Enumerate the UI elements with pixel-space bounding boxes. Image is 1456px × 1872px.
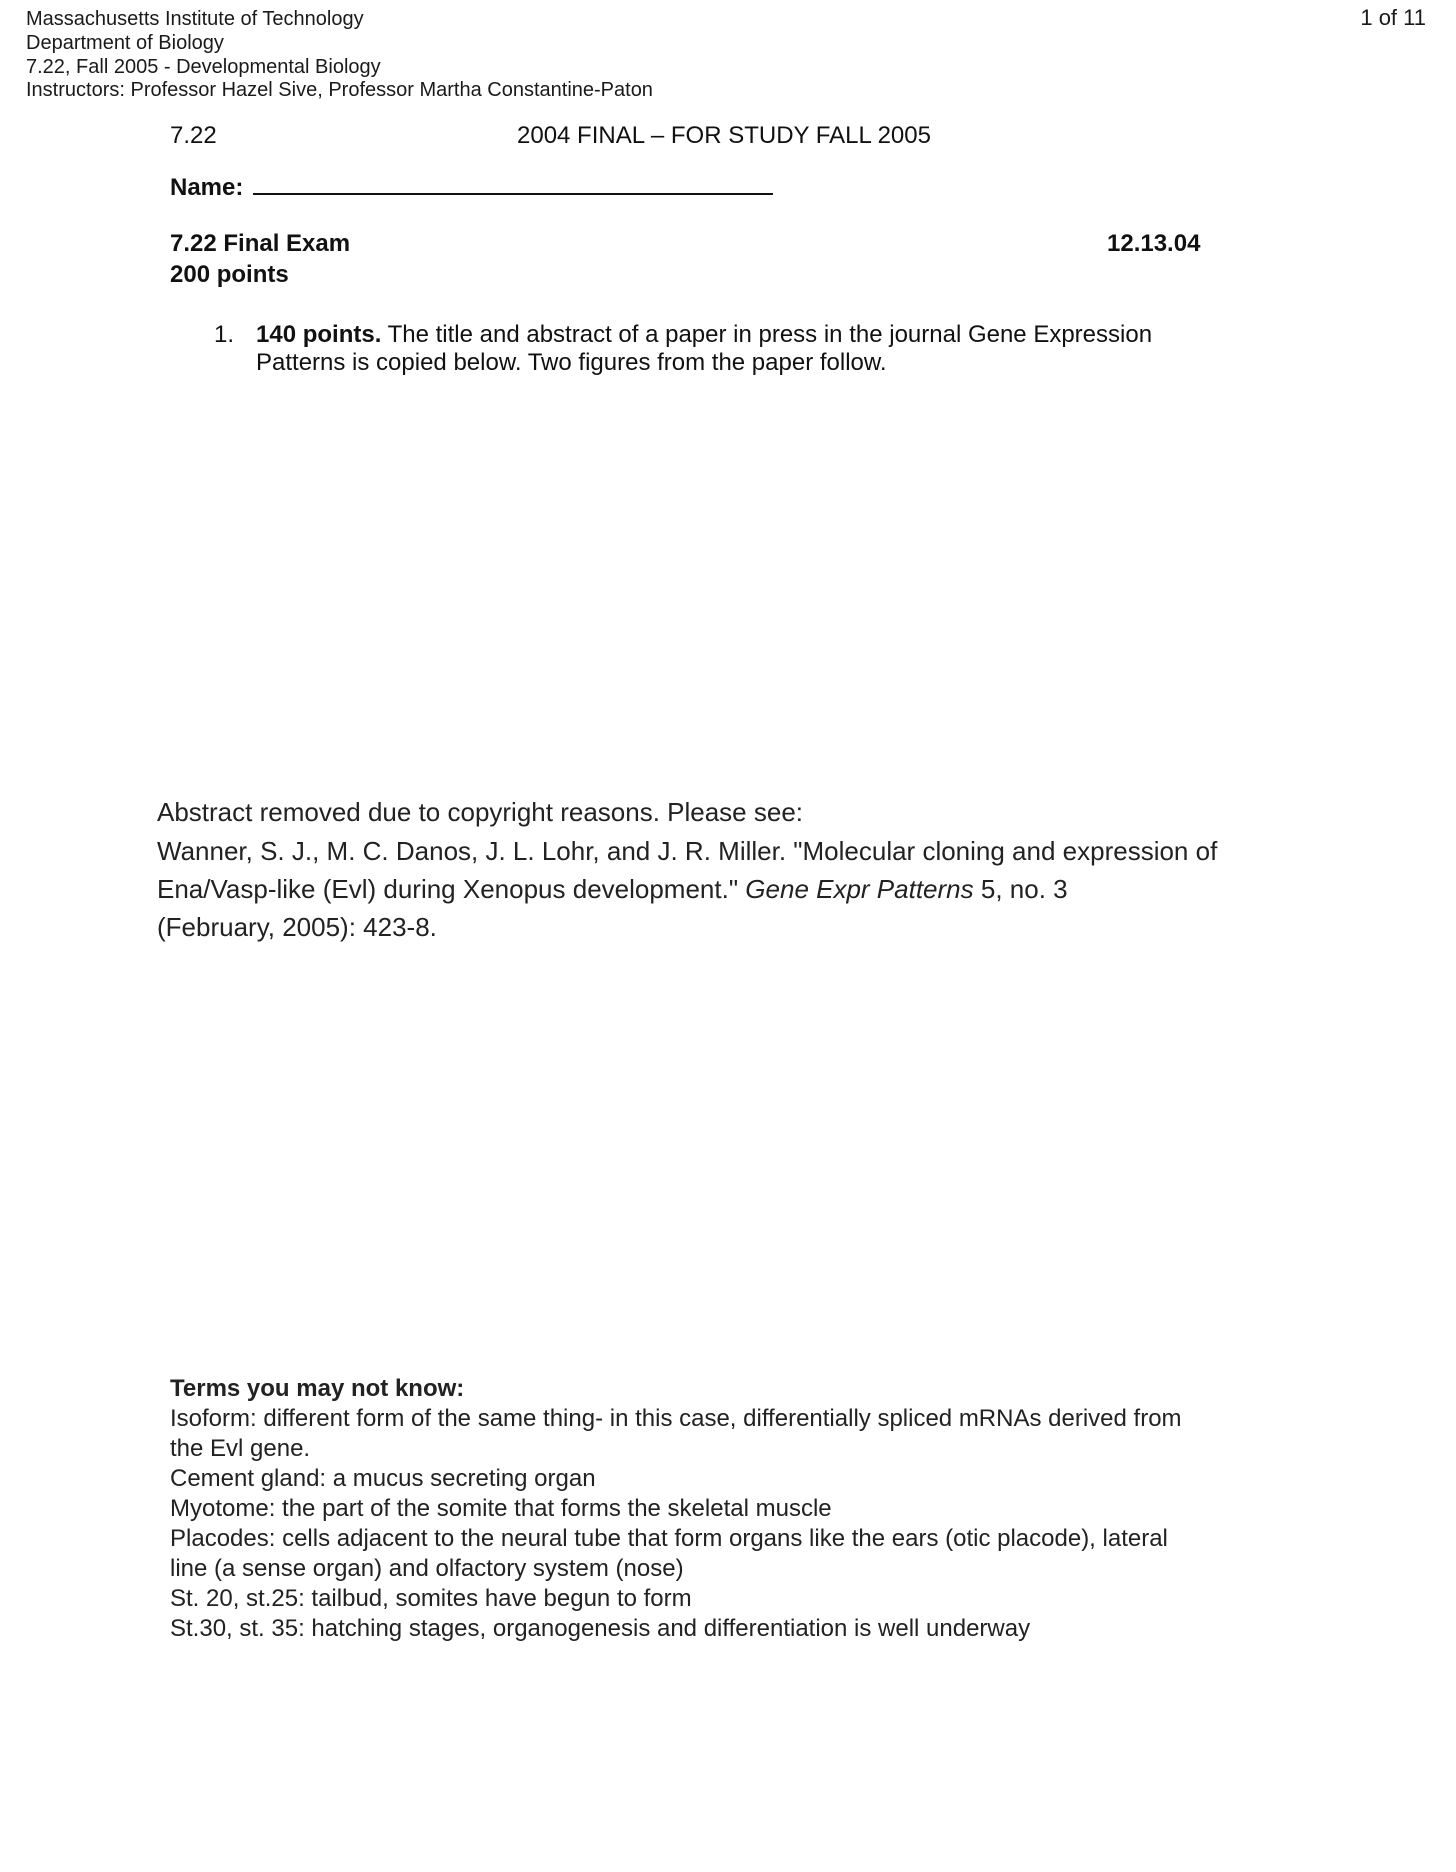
question-text-line2: Patterns is copied below. Two figures from the paper follow. xyxy=(256,349,887,376)
terms-heading: Terms you may not know: xyxy=(170,1375,465,1402)
institution-name: Massachusetts Institute of Technology xyxy=(26,8,364,30)
abstract-removed-notice: Abstract removed due to copyright reasons. Please see: xyxy=(157,797,804,827)
exam-name: 7.22 Final Exam xyxy=(170,230,351,257)
citation-line1: Wanner, S. J., M. C. Danos, J. L. Lohr, and J. R. Miller. "Molecular cloning and expression of xyxy=(157,836,1218,866)
course-title: 7.22, Fall 2005 - Developmental Biology xyxy=(26,56,381,78)
question-points: 140 points. xyxy=(256,321,382,348)
question-text-line1 xyxy=(256,321,1152,349)
term-line: Isoform: different form of the same thing- in this case, differentially spliced mRNAs derived from xyxy=(170,1405,1182,1432)
citation-line2 xyxy=(157,870,1068,908)
name-blank-line xyxy=(253,171,773,195)
exam-date: 12.13.04 xyxy=(1107,230,1201,257)
total-points: 200 points xyxy=(170,261,289,288)
exam-title: 2004 FINAL – FOR STUDY FALL 2005 xyxy=(517,122,931,149)
term-line: St. 20, st.25: tailbud, somites have begun to form xyxy=(170,1585,692,1612)
citation-journal: Gene Expr Patterns xyxy=(745,874,974,904)
instructors: Instructors: Professor Hazel Sive, Professor Martha Constantine-Paton xyxy=(26,79,653,101)
citation-volume: 5, no. 3 xyxy=(973,874,1068,904)
term-line: the Evl gene. xyxy=(170,1435,311,1462)
term-line: Cement gland: a mucus secreting organ xyxy=(170,1465,596,1492)
department-name: Department of Biology xyxy=(26,32,224,54)
name-label: Name: xyxy=(170,174,244,201)
name-field xyxy=(170,171,773,202)
page-number: 1 of 11 xyxy=(1360,5,1426,30)
question-number: 1. xyxy=(214,321,235,348)
question-text: The title and abstract of a paper in press in the journal Gene Expression xyxy=(387,321,1153,348)
term-line: St.30, st. 35: hatching stages, organogenesis and differentiation is well underway xyxy=(170,1615,1031,1642)
citation-title-end: Ena/Vasp-like (Evl) during Xenopus development." xyxy=(157,874,746,904)
term-line: Placodes: cells adjacent to the neural tube that form organs like the ears (otic placode), lateral xyxy=(170,1525,1168,1552)
course-number: 7.22 xyxy=(170,122,217,149)
citation-line3: (February, 2005): 423-8. xyxy=(157,912,437,942)
term-line: line (a sense organ) and olfactory system (nose) xyxy=(170,1555,684,1582)
term-line: Myotome: the part of the somite that forms the skeletal muscle xyxy=(170,1495,832,1522)
